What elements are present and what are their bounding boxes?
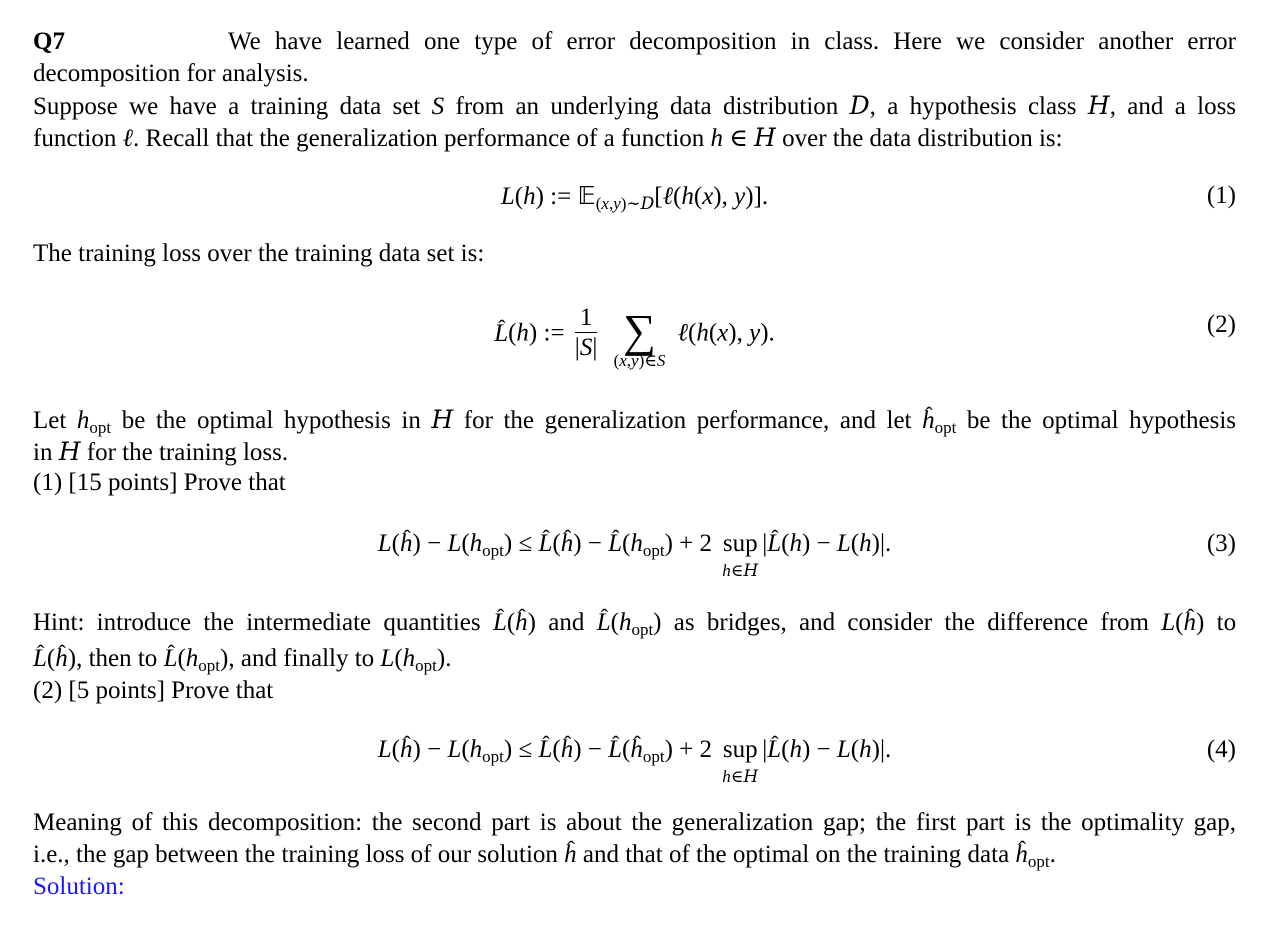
- equation-2-body: ˆ L(h) := $\frac{1}{|S|}$ ∑ (x,y)∈S ℓ(h(x), y).: [33, 305, 1236, 365]
- setup-line-2: function ℓ. Recall that the generalization performance of a function h ∈ H over the data distribution is:: [33, 123, 1063, 152]
- optimal-line-2: in H for the training loss.: [33, 437, 289, 466]
- optimal-line-1: Let $h_{opt}$ be the optimal hypothesis in H for the generalization performance, and let ˆ $h_{opt}$ be the optimal hypothesis: [33, 404, 1236, 439]
- meaning-line-1: Meaning of this decomposition: the second part is about the generalization gap; the first part is the optimality gap,: [33, 809, 1236, 836]
- meaning-line-2: i.e., the gap between the training loss of our solution ˆ h and that of the optimal on the training data ˆ $h_{opt}$.: [33, 839, 1236, 873]
- question-intro-cont: decomposition for analysis.: [33, 60, 309, 87]
- solution-label: Solution:: [33, 873, 125, 900]
- hint-line-1: Hint: introduce the intermediate quantities ˆ L(ˆ h) and ˆ $L(h_{opt})$ as bridges, and consider the difference from L(ˆ h) to: [33, 607, 1236, 641]
- setup-line-1: Suppose we have a training data set S from an underlying data distribution D, a hypothesis class H, and a loss: [33, 91, 1237, 120]
- question-intro-line: [33, 26, 1236, 58]
- equation-3: [33, 524, 1236, 581]
- equation-3-body: L(ˆ $h) - L(h_{opt})$ ≤ ˆ L(ˆ h) − ˆ $L(h_{opt}) + 2$ sup h∈H |ˆ L(h) − L(h)|.: [33, 524, 1236, 578]
- equation-1-number: (1): [1206, 182, 1236, 209]
- question-label: Q7: [33, 28, 65, 55]
- part-1-label: (1) [15 points] Prove that: [33, 469, 286, 496]
- equation-1-body: L(h) := 𝔼$_{(x,y)\sim D}$[ℓ(h(x), y)].: [500, 181, 769, 214]
- equation-3-number: (3): [1206, 530, 1236, 557]
- equation-4-number: (4): [1206, 736, 1236, 763]
- question-intro: We have learned one type of error decomposition in class. Here we consider another error: [228, 28, 1236, 55]
- equation-4: [33, 730, 1236, 787]
- part-2-label: (2) [5 points] Prove that: [33, 677, 274, 704]
- hint-line-2: ˆ L(ˆ h), then to ˆ $L(h_{opt})$, and finally to $L(h_{opt})$.: [33, 643, 1236, 677]
- equation-1: [33, 176, 1236, 216]
- training-loss-text: The training loss over the training data set is:: [33, 240, 485, 267]
- equation-2: [33, 303, 1236, 370]
- equation-4-body: L(ˆ $h) - L(h_{opt})$ ≤ ˆ L(ˆ h) − ˆ L(ˆ $h_{opt}) + 2$ sup h∈H |ˆ L(h) − L(h)|.: [33, 730, 1236, 784]
- equation-2-number: (2): [1206, 311, 1236, 338]
